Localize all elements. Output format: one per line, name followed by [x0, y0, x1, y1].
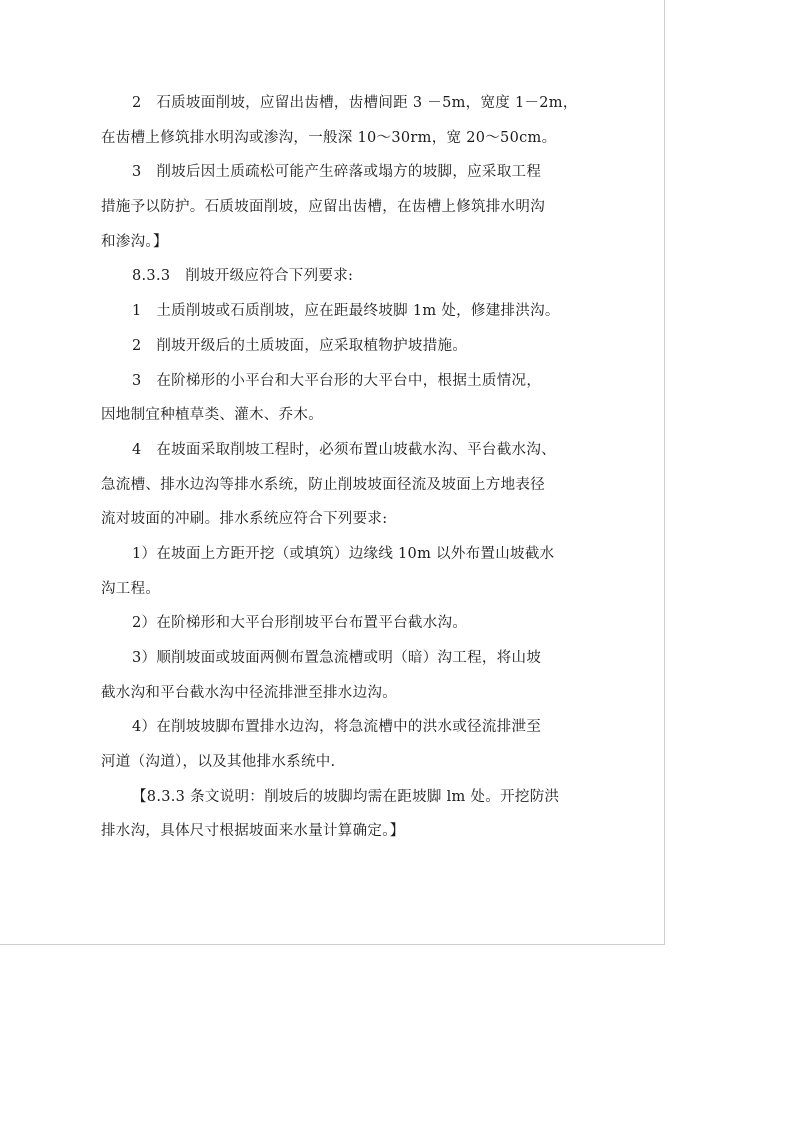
text-line: 截水沟和平台截水沟中径流排泄至排水边沟。 — [101, 684, 397, 701]
text-line: 2 削坡开级后的土质坡面，应采取植物护坡措施。 — [132, 337, 468, 354]
text-line: 4）在削坡坡脚布置排水边沟，将急流槽中的洪水或径流排泄至 — [132, 719, 542, 736]
text-line: 3 削坡后因土质疏松可能产生碎落或塌方的坡脚，应采取工程 — [132, 164, 542, 181]
text-line: 因地制宜种植草类、灌木、乔木。 — [101, 407, 323, 424]
text-line: 2）在阶梯形和大平台形削坡平台布置平台截水沟。 — [132, 615, 468, 632]
text-line: 流对坡面的冲刷。排水系统应符合下列要求: — [101, 511, 388, 528]
text-line: 4 在坡面采取削坡工程时，必须布置山坡截水沟、平台截水沟、 — [132, 441, 556, 458]
text-line: 3）顺削坡面或坡面两侧布置急流槽或明（暗）沟工程，将山坡 — [132, 650, 542, 666]
text-line: 3 在阶梯形的小平台和大平台形的大平台中，根据土质情况， — [132, 372, 542, 389]
text-line: 和渗沟。】 — [101, 233, 168, 250]
text-line: 排水沟，具体尺寸根据坡面来水量计算确定。】 — [101, 823, 405, 840]
text-line: 8.3.3 削坡开级应符合下列要求: — [132, 268, 354, 285]
text-line: 沟工程。 — [101, 580, 161, 597]
text-line: 河道（沟道），以及其他排水系统中. — [101, 754, 336, 771]
document-body — [101, 86, 578, 849]
text-line: 【8.3.3 条文说明：削坡后的坡脚均需在距坡脚 lm 处。开挖防洪 — [132, 788, 560, 805]
text-line: 1）在坡面上方距开挖（或填筑）边缘线 10m 以外布置山坡截水 — [132, 545, 555, 562]
text-line: 在齿槽上修筑排水明沟或渗沟，一般深 10～30rm，宽 20～50cm。 — [101, 129, 557, 146]
text-line: 1 土质削坡或石质削坡，应在距最终坡脚 1m 处，修建排洪沟。 — [132, 303, 560, 320]
text-line: 急流槽、排水边沟等排水系统，防止削坡坡面径流及坡面上方地表径 — [101, 476, 545, 493]
text-line: 2 石质坡面削坡，应留出齿槽，齿槽间距 3 －5m，宽度 1－2m， — [132, 95, 578, 111]
text-line: 措施予以防护。石质坡面削坡，应留出齿槽，在齿槽上修筑排水明沟 — [101, 199, 545, 216]
